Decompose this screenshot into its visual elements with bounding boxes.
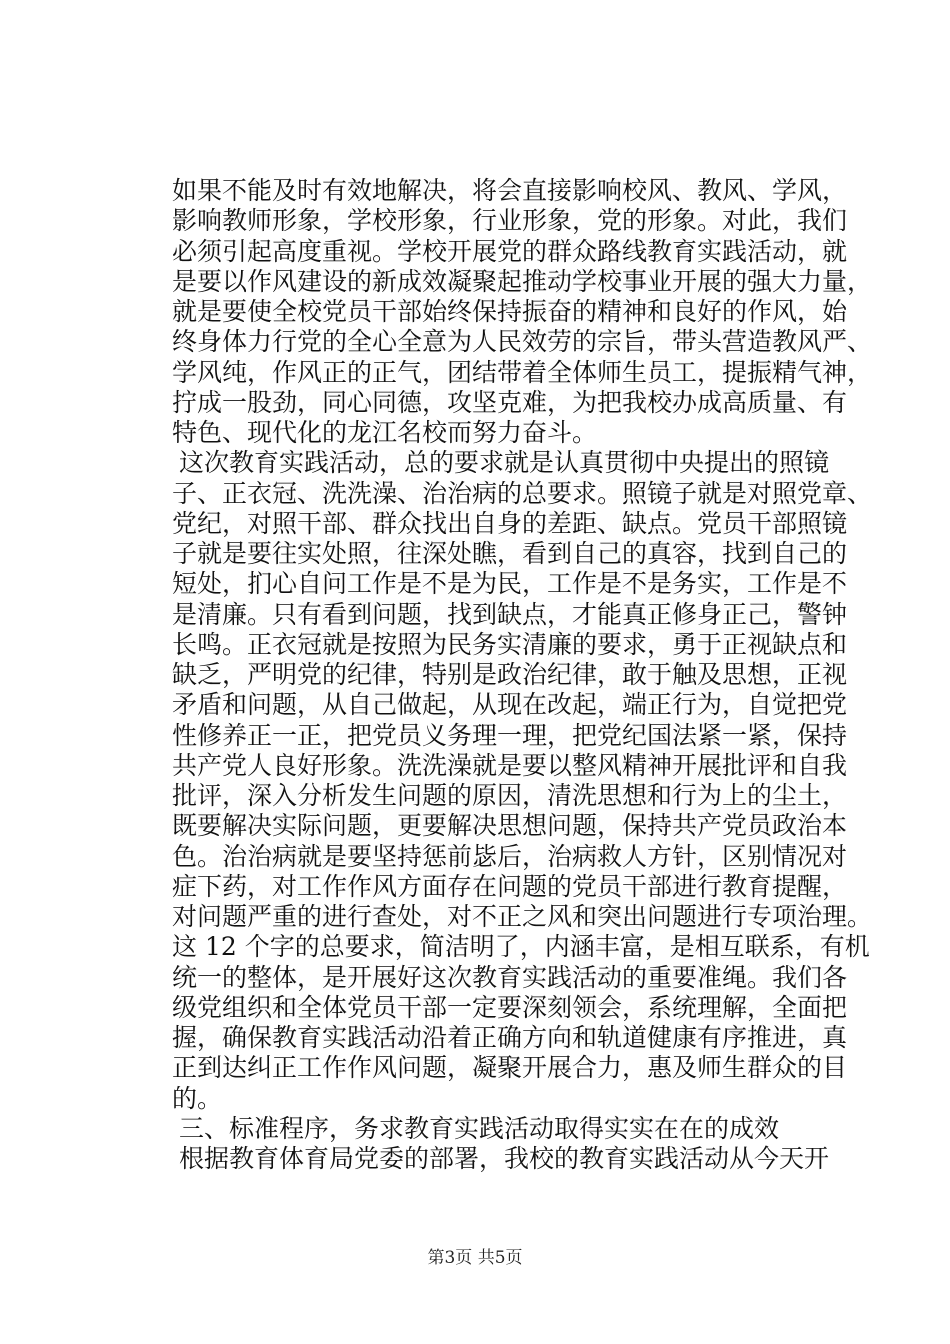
text-line: 性修养正一正，把党员义务理一理，把党纪国法紧一紧，保持: [172, 720, 848, 750]
text-line: 对问题严重的进行查处，对不正之风和突出问题进行专项治理。: [172, 902, 873, 931]
text-line: 共产党人良好形象。洗洗澡就是要以整风精神开展批评和自我: [172, 750, 848, 780]
text-line: 特色、现代化的龙江名校而努力奋斗。: [172, 418, 598, 447]
text-line: 子、正衣冠、洗洗澡、治治病的总要求。照镜子就是对照党章、: [172, 478, 873, 508]
text-line: 正到达纠正工作作风问题，凝聚开展合力，惠及师生群众的目: [172, 1053, 848, 1083]
paragraph: [172, 176, 873, 448]
text-line: 学风纯，作风正的正气，团结带着全体师生员工，提振精气神，: [172, 357, 873, 387]
paragraph: [172, 1144, 830, 1174]
paragraph: [172, 448, 873, 1114]
text-line: 症下药，对工作作风方面存在问题的党员干部进行教育提醒，: [172, 871, 848, 901]
text-line: 这次教育实践活动，总的要求就是认真贯彻中央提出的照镜: [179, 448, 830, 478]
text-line: 批评，深入分析发生问题的原因，清洗思想和行为上的尘土，: [172, 781, 848, 810]
text-line: 缺乏，严明党的纪律，特别是政治纪律，敢于触及思想，正视: [172, 660, 848, 689]
text-line: 的。: [172, 1083, 223, 1113]
text-line: 影响教师形象，学校形象，行业形象，党的形象。对此，我们: [172, 206, 848, 236]
text-line: 色。治治病就是要坚持惩前毖后，治病救人方针，区别情况对: [172, 841, 848, 871]
text-line: 是清廉。只有看到问题，找到缺点，才能真正修身正己，警钟: [172, 599, 848, 629]
text-line: 既要解决实际问题，更要解决思想问题，保持共产党员政治本: [172, 811, 848, 841]
text-line: 短处，扪心自问工作是不是为民，工作是不是务实，工作是不: [172, 569, 848, 599]
text-line: 就是要使全校党员干部始终保持振奋的精神和良好的作风，始: [172, 297, 848, 326]
text-line: 党纪，对照干部、群众找出自身的差距、缺点。党员干部照镜: [172, 508, 848, 538]
text-line: 子就是要往实处照，往深处瞧，看到自己的真容，找到自己的: [172, 539, 848, 568]
section-heading: [172, 1114, 800, 1144]
text-line: 是要以作风建设的新成效凝聚起推动学校事业开展的强大力量，: [172, 266, 873, 296]
document-body: [172, 176, 873, 1174]
text-line: 拧成一股劲，同心同德，攻坚克难，为把我校办成高质量、有: [172, 387, 848, 417]
text-line: 这 12 个字的总要求，简洁明了，内涵丰富，是相互联系，有机: [172, 932, 870, 962]
text-line: 矛盾和问题，从自己做起，从现在改起，端正行为，自觉把党: [172, 690, 848, 720]
text-line: 如果不能及时有效地解决，将会直接影响校风、教风、学风，: [172, 176, 848, 205]
page-number-footer: 第3页 共5页: [427, 1248, 523, 1268]
text-line: 长鸣。正衣冠就是按照为民务实清廉的要求，勇于正视缺点和: [172, 629, 848, 659]
text-line: 握，确保教育实践活动沿着正确方向和轨道健康有序推进，真: [172, 1023, 848, 1052]
text-line: 根据教育体育局党委的部署，我校的教育实践活动从今天开: [179, 1144, 830, 1173]
text-line: 三、标准程序，务求教育实践活动取得实实在在的成效: [179, 1113, 780, 1143]
text-line: 必须引起高度重视。学校开展党的群众路线教育实践活动，就: [172, 236, 848, 266]
text-line: 终身体力行党的全心全意为人民效劳的宗旨，带头营造教风严、: [172, 327, 873, 357]
text-line: 级党组织和全体党员干部一定要深刻领会，系统理解，全面把: [172, 992, 848, 1022]
text-line: 统一的整体，是开展好这次教育实践活动的重要准绳。我们各: [172, 962, 848, 992]
